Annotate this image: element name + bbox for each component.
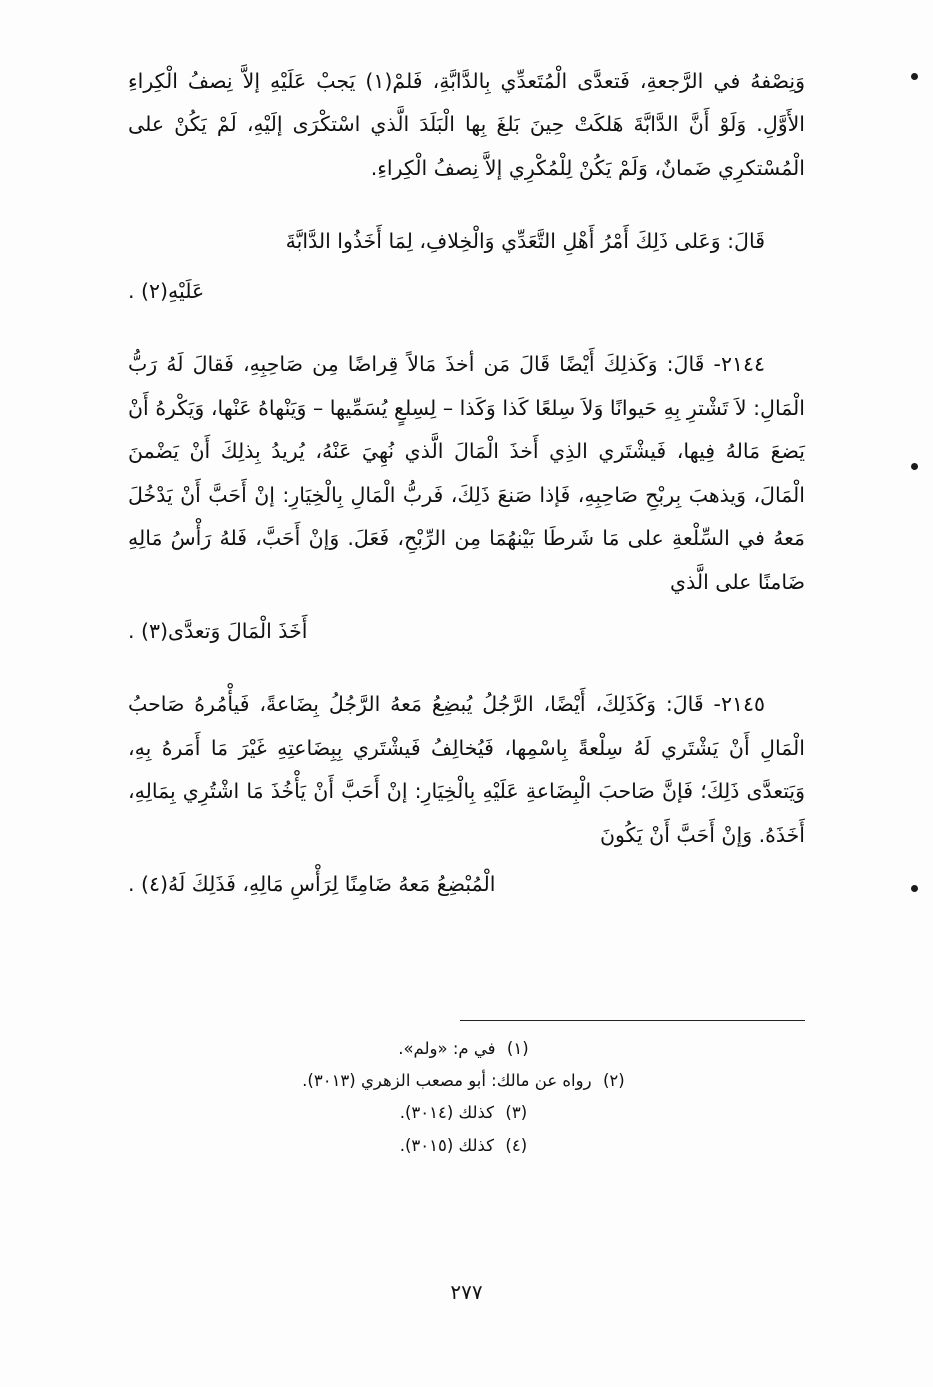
footnote-item bbox=[128, 1130, 805, 1162]
footnote-text: في م: «ولم». bbox=[398, 1039, 496, 1058]
footnote-text: كذلك (٣٠١٥). bbox=[399, 1135, 495, 1155]
footnote-marker: (١) bbox=[506, 1039, 529, 1058]
paragraph-1: وَنِصْفهُ في الرَّجعةِ، فَتعدَّى الْمُتَعدِّي بِالدَّابَّةِ، فَلمْ(١) يَجبْ عَلَيْهِ إلاَّ نِصفُ الْكِراءِ الأَوَّلِ. وَلَوْ أَنَّ الدَّابَّةَ هَلكَتْ حِينَ بَلغَ بِها الْبَلَدَ الَّذي اسْتكْرَى إلَيْهِ، لَمْ يَكُنْ على الْمُسْتكرِي ضَمانٌ، وَلَمْ يَكُنْ لِلْمُكْرِي إلاَّ نِصفُ الْكِراءِ. bbox=[128, 69, 806, 180]
edge-mark-icon bbox=[911, 463, 918, 470]
body-text-column bbox=[128, 60, 805, 907]
paragraph-4: ٢١٤٥- قَالَ: وَكَذَلِكَ، أَيْضًا، الرَّجُلُ يُبضِعُ مَعهُ الرَّجُلُ بِضَاعةً، فَيأْمُرهُ صَاحبُ الْمَالِ أَنْ يَشْتَري لَهُ سِلْعةً بِاسْمِها، فَيُخالِفُ فَيشْتَري بِبِضَاعتِهِ غَيْرَ مَا أَمَرهُ بِهِ، وَيَتعدَّى ذَلِكَ؛ فَإنَّ صَاحبَ الْبِضَاعةِ عَلَيْهِ بِالْخِيَارِ: إنْ أَحَبَّ أَنْ يَأْخُذَ مَا اشْتُرِي بِمَالِهِ، أَخَذَهُ. وَإنْ أَحَبَّ أَنْ يَكُونَ bbox=[128, 692, 805, 847]
edge-mark-icon bbox=[911, 73, 918, 80]
paragraph-2: قَالَ: وَعَلى ذَلِكَ أَمْرُ أَهْلِ التَّعَدِّي وَالْخِلافِ، لِمَا أَخَذُوا الدَّابَّةَ bbox=[285, 229, 765, 254]
paragraph-2-tail: عَلَيْهِ(٢) . bbox=[128, 278, 205, 303]
footnote-item bbox=[128, 1033, 805, 1065]
footnote-list bbox=[128, 1033, 805, 1162]
footnote-text: كذلك (٣٠١٤). bbox=[399, 1103, 495, 1123]
footnote-section bbox=[128, 1020, 805, 1162]
paragraph-3-tail: أَخَذَ الْمَالَ وَتعدَّى(٣) . bbox=[128, 618, 308, 643]
footnote-marker: (٤) bbox=[505, 1135, 528, 1155]
footnote-text: رواه عن مالك: أبو مصعب الزهري (٣٠١٣). bbox=[302, 1071, 592, 1091]
footnote-marker: (٣) bbox=[505, 1103, 528, 1123]
footnote-item bbox=[128, 1097, 805, 1129]
footnote-marker: (٢) bbox=[602, 1071, 625, 1091]
page-number: ٢٧٧ bbox=[450, 1280, 483, 1304]
paragraph-3: ٢١٤٤- قَالَ: وَكَذلِكَ أَيْضًا قَالَ مَن أخذَ مَالاً قِراضًا مِن صَاحِبِهِ، فَقالَ لَهُ رَبُّ الْمَالِ: لاَ تَشْترِ بِهِ حَيوانًا وَلاَ سِلعًا كَذا وَكَذا – لِسِلعٍ يُسَمِّيها – وَيَنْهاهُ عَنْها، وَيَكْرهُ أَنْ يَضعَ مَالهُ فِيها، فَيشْتَري الذِي أَخذَ الْمَالَ الَّذي نُهِيَ عَنْهُ، يُريدُ بِذلِكَ أَنْ يَضْمنَ الْمَالَ، وَيذهبَ بِربْحِ صَاحِبِهِ، فَإذا صَنعَ ذَلِكَ، فَربُّ الْمَالِ بِالْخِيَارِ: إنْ أَحَبَّ أَنْ يَدْخُلَ مَعهُ في السِّلْعةِ على مَا شَرطَا بَيْنهُمَا مِن الرِّبْحِ، فَعَلَ. وَإنْ أَحَبَّ، فَلهُ رَأْسُ مَالِهِ ضَامنًا على الَّذي bbox=[128, 352, 805, 594]
paragraph-4-tail: الْمُبْضِعُ مَعهُ ضَامِنًا لِرَأْسِ مَالِهِ، فَذَلِكَ لَهُ(٤) . bbox=[128, 872, 496, 897]
footnote-separator bbox=[460, 1020, 805, 1021]
footnote-item bbox=[128, 1065, 805, 1097]
edge-mark-icon bbox=[911, 885, 918, 892]
